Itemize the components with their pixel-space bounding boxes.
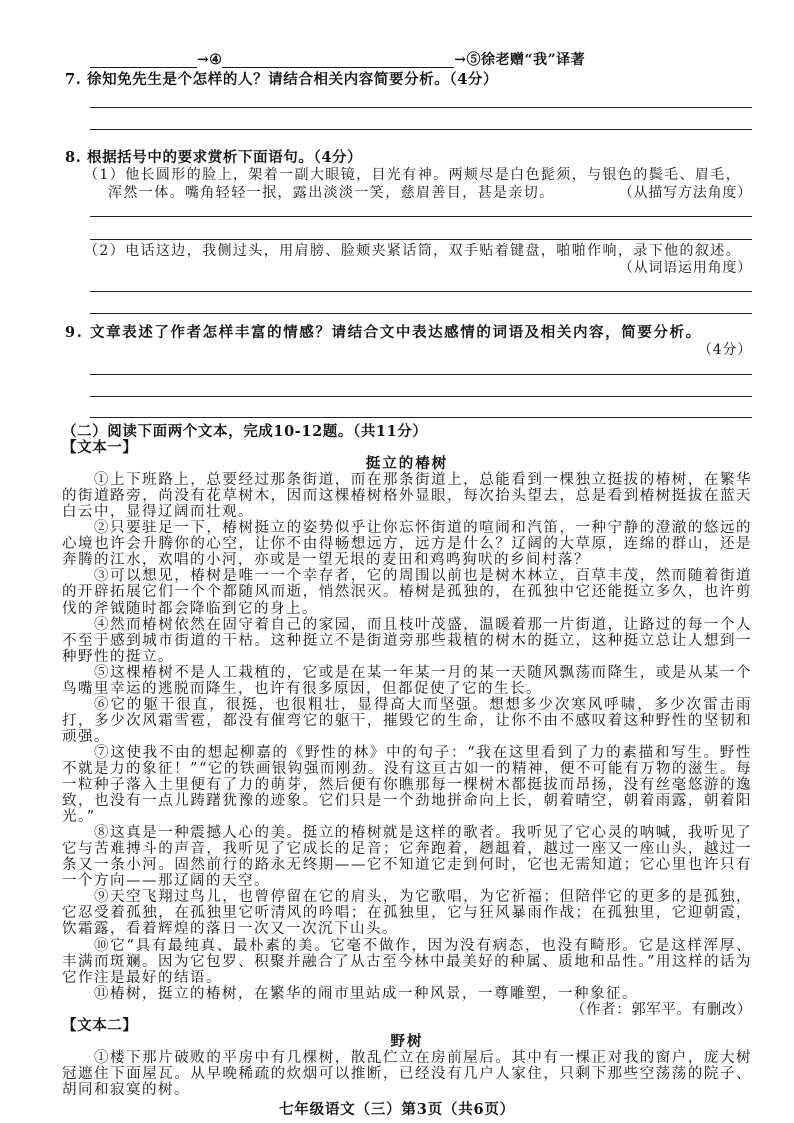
answer-line (90, 396, 752, 397)
paragraph: ⑧这真是一种震撼人心的美。挺立的椿树就是这样的歌者。我听见了它心灵的呐喊，我听见了它与苦难搏斗的声音，我听见了它成长的足音；它奔跑着，趔趄着，越过一座又一座山头，越过一条又一条小河。固然前行的路永无终期——它不知道它走到何时，它也无需知道；它心里也许只有一个方向——那辽阔的天空。 (62, 825, 752, 890)
flow-step-5: →⑤徐老赠“我”译著 (454, 52, 586, 68)
question-8-item-2-hint: （从词语运用角度） (618, 260, 752, 276)
question-8: 8. 根据括号中的要求赏析下面语句。（4分） (65, 149, 363, 166)
paragraph: ②只要驻足一下，椿树挺立的姿势似乎让你忘怀街道的喧闹和汽笛，一种宁静的澄澈的悠远的心境也许会升腾你的心空，让你不由得畅想远方，远方是什么？辽阔的大草原，连绵的群山，还是奔腾的江水，欢唱的小河，亦或是一望无垠的麦田和鸡鸣狗吠的乡间村落？ (62, 520, 752, 569)
answer-line (90, 291, 752, 292)
paragraph: ①上下班路上，总要经过那条街道，而在那条街道上，总能看到一棵独立挺拔的椿树，在繁华的街道路旁，尚没有花草树木，因而这棵椿树格外显眼，每次抬头望去，总是看到椿树挺拔在蓝天白云中，显得辽阔而壮观。 (62, 472, 752, 521)
paragraph: ⑩它“具有最纯真、最朴素的美。它毫不做作，因为没有病态，也没有畸形。它是这样浑厚、丰满而斑斓。因为它包罗、积聚并融合了从古至今林中最美好的种属、质地和品性。”用这样的话为它作注是最好的结语。 (62, 937, 752, 986)
question-9: 9. 文章表述了作者怎样丰富的情感？请结合文中表达感情的词语及相关内容，简要分析。 (65, 324, 702, 341)
fill-blank (222, 55, 454, 68)
answer-line (90, 417, 752, 418)
answer-line (90, 239, 752, 240)
page-footer: 七年级语文（三）第3页（共6页） (279, 1101, 515, 1118)
flow-step-4: →④ (197, 52, 223, 68)
paragraph: ①楼下那片破败的平房中有几棵树，散乱伫立在房前屋后。其中有一棵正对我的窗户，庞大树冠遮住下面屋瓦。从早晚稀疏的炊烟可以推断，已经没有几户人家住，只剩下那些空荡荡的院子、胡同和寂寞的树。 (62, 1049, 752, 1098)
fill-blank (90, 55, 197, 68)
question-8-item-1-line-2: 浑然一体。嘴角轻轻一抿，露出淡淡一笑，慈眉善目，甚是亲切。 (108, 185, 555, 201)
question-9-score: （4分） (697, 342, 752, 358)
answer-line (90, 216, 752, 217)
paragraph: ⑥它的躯干很直，很挺，也很粗壮，显得高大而坚强。想想多少次寒风呼啸，多少次雷击雨打，多少次风霜雪雹，都没有催弯它的躯干，摧毁它的生命，让你不由不感叹着这种野性的坚韧和顽强。 (62, 696, 752, 745)
answer-line (90, 374, 752, 375)
reading-section (62, 424, 752, 1098)
text-1-title: 挺立的椿树 (365, 455, 449, 473)
answer-line (90, 107, 752, 108)
question-8-item-1-hint: （从描写方法角度） (618, 185, 752, 201)
text-2-title: 野树 (390, 1032, 424, 1050)
question-8-item-1-line-1: （1）他长圆形的脸上，架着一副大眼镜，目光有神。两颊尽是白色髭须，与银色的鬓毛、眉毛， (84, 167, 742, 183)
reading-heading: （二）阅读下面两个文本，完成10-12题。（共11分） (62, 423, 428, 440)
paragraph: ⑤这棵椿树不是人工栽植的，它或是在某一年某一月的某一天随风飘荡而降生，或是从某一个鸟嘴里幸运的逃脱而降生，也许有很多原因，但都促使了它的生长。 (62, 664, 752, 697)
answer-line (90, 129, 752, 130)
answer-line (90, 313, 752, 314)
text-1-label: 【文本一】 (62, 439, 138, 457)
paragraph: ③可以想见，椿树是唯一一个幸存者，它的周围以前也是树木林立，百草丰茂，然而随着街道的开辟拓展它们一个个都随风而逝，悄然泯灭。椿树是孤独的，在孤独中它还能挺立多久，也许剪伐的斧钺随时都会降临到它的身上。 (62, 568, 752, 617)
paragraph: ⑨天空飞翔过鸟儿，也曾停留在它的肩头，为它歌唱，为它祈福；但陪伴它的更多的是孤独，它忍受着孤独，在孤独里它听清风的吟唱；在孤独里，它与狂风暴雨作战；在孤独里，它迎朝霞，饮霜露，看着辉煌的落日一次又一次沉下山头。 (62, 889, 752, 938)
flow-fill-row (90, 52, 585, 68)
text-2-label: 【文本二】 (62, 1016, 138, 1034)
paragraph: ⑪椿树，挺立的椿树，在繁华的闹市里站成一种风景，一尊雕塑，一种象征。 (94, 985, 638, 1002)
paragraph: ④然而椿树依然在固守着自己的家园，而且枝叶茂盛，温暖着那一片街道，让路过的每一个人不至于感到城市街道的干枯。这种挺立不是街道旁那些栽植的树木的挺立，这种挺立总让人想到一种野性的挺立。 (62, 616, 752, 665)
paragraph: ⑦这使我不由的想起柳嘉的《野性的林》中的句子：“我在这里看到了力的素描和写生。野性不就是力的象征！”“它的铁画银钩强而刚劲。没有这亘古如一的精神，便不可能有万物的滋生。每一粒种子落入土里便有了力的萌芽，然后便有你瞧那每一棵树木都挺拔而昂扬，没有丝毫悠游的逸致，也没有一点儿踌躇犹豫的迹象。它们只是一个劲地拼命向上长，朝着晴空，朝着雨露，朝着阳光。” (62, 744, 752, 826)
question-7: 7. 徐知免先生是个怎样的人？请结合相关内容简要分析。（4分） (65, 71, 499, 88)
text-1-source: （作者：郭军平。有删改） (570, 1001, 752, 1018)
question-8-item-2: （2）电话这边，我侧过头，用肩膀、脸颊夹紧话筒，双手贴着键盘，啪啪作响，录下他的叙述。 (84, 243, 742, 259)
